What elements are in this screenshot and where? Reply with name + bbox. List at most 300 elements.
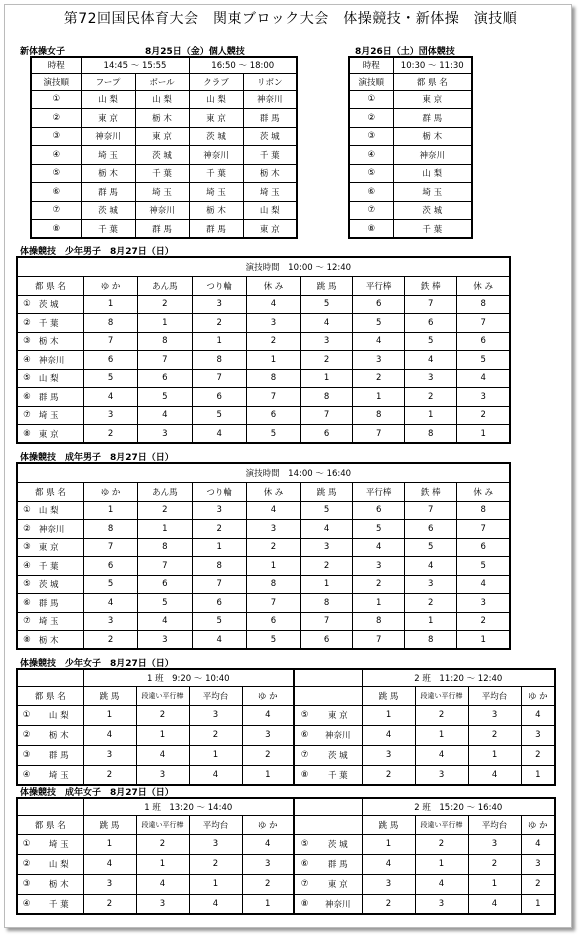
order-number: ⑦ [294, 874, 314, 894]
prefecture-cell: 神奈川 [36, 351, 84, 370]
rotation-cell: 4 [242, 705, 294, 725]
rotation-cell: 6 [353, 295, 405, 314]
rotation-cell: 8 [405, 425, 457, 444]
rotation-cell: 4 [192, 631, 246, 650]
rotation-cell: 3 [189, 705, 242, 725]
rotation-cell: 2 [353, 575, 405, 594]
adult-women-label: 体操競技 成年女子 8月27日（日） [20, 788, 174, 798]
table-row [17, 332, 510, 351]
rotation-cell: 5 [301, 501, 353, 520]
rotation-cell: 4 [353, 538, 405, 557]
rotation-cell: 8 [192, 557, 246, 576]
rotation-cell: 6 [83, 557, 137, 576]
rotation-cell: 1 [415, 854, 468, 874]
table-row [349, 146, 472, 165]
prefecture-cell: 栃 木 [35, 725, 83, 745]
prefecture-cell: 東 京 [314, 874, 362, 894]
rotation-cell: 7 [353, 631, 405, 650]
order-number: ③ [17, 745, 35, 765]
prefecture-cell: 群 馬 [36, 388, 84, 407]
rotation-cell: 2 [468, 854, 521, 874]
rotation-cell: 3 [136, 894, 189, 914]
prefecture-cell: 山 梨 [135, 90, 189, 109]
prefecture-cell: 東 京 [135, 127, 189, 146]
team-table [348, 56, 473, 239]
rotation-cell: 3 [457, 388, 510, 407]
rotation-cell: 1 [301, 369, 353, 388]
prefecture-cell: 東 京 [314, 705, 362, 725]
table-row [17, 388, 510, 407]
rotation-cell: 4 [521, 834, 555, 854]
rotation-cell: 4 [301, 520, 353, 539]
prefecture-cell: 山 梨 [36, 369, 84, 388]
order-number: ④ [349, 146, 393, 165]
apparatus-header: ゆ か [83, 482, 137, 501]
rotation-cell: 3 [242, 725, 294, 745]
rotation-cell: 1 [457, 425, 510, 444]
rotation-cell: 2 [521, 745, 555, 765]
rotation-cell: 6 [457, 538, 510, 557]
apparatus-header: 休 み [246, 276, 300, 295]
rotation-cell: 2 [136, 834, 189, 854]
prefecture-cell: 栃 木 [36, 332, 84, 351]
rotation-cell: 8 [353, 612, 405, 631]
rotation-cell: 3 [189, 834, 242, 854]
rotation-cell: 2 [189, 725, 242, 745]
table-row [17, 725, 555, 745]
order-number: ⑤ [17, 369, 36, 388]
apparatus-header: ゆ か [242, 686, 294, 705]
rotation-cell: 1 [468, 874, 521, 894]
rotation-cell: 3 [138, 425, 192, 444]
group-2-time: 2 班 11:20 〜 12:40 [362, 669, 555, 686]
prefecture-header-blank [294, 815, 362, 834]
table-row [17, 557, 510, 576]
table-row [17, 520, 510, 539]
apparatus-header: 休 み [246, 482, 300, 501]
order-number: ⑦ [17, 406, 36, 425]
rotation-cell: 4 [83, 388, 137, 407]
order-number: ⑥ [17, 388, 36, 407]
rotation-cell: 2 [362, 765, 415, 785]
apparatus-header: ゆ か [242, 815, 294, 834]
apparatus-header: クラブ [189, 73, 243, 90]
apparatus-header: つり輪 [192, 482, 246, 501]
rotation-cell: 1 [83, 834, 136, 854]
rotation-cell: 3 [136, 765, 189, 785]
prefecture-cell: 群 馬 [393, 109, 472, 128]
prefecture-cell: 神奈川 [393, 146, 472, 165]
blank-cell [17, 669, 83, 686]
order-number: ② [31, 109, 81, 128]
order-number: ⑥ [31, 183, 81, 202]
table-row [349, 109, 472, 128]
prefecture-cell: 埼 玉 [36, 406, 84, 425]
rotation-cell: 7 [246, 388, 300, 407]
rotation-cell: 6 [138, 369, 192, 388]
prefecture-cell: 埼 玉 [393, 183, 472, 202]
blank-cell [294, 798, 362, 815]
rotation-cell: 7 [192, 369, 246, 388]
rotation-cell: 7 [457, 314, 510, 333]
order-number: ① [17, 501, 36, 520]
prefecture-cell: 茨 城 [189, 127, 243, 146]
rotation-cell: 2 [189, 854, 242, 874]
order-number: ② [349, 109, 393, 128]
rotation-cell: 2 [301, 351, 353, 370]
rotation-cell: 7 [301, 406, 353, 425]
rotation-cell: 1 [362, 834, 415, 854]
order-number: ⑧ [17, 425, 36, 444]
prefecture-cell: 茨 城 [36, 295, 84, 314]
rotation-cell: 6 [457, 332, 510, 351]
rotation-cell: 7 [246, 594, 300, 613]
apparatus-header: 段違い平行棒 [415, 815, 468, 834]
table-row [31, 109, 297, 128]
prefecture-cell: 群 馬 [36, 594, 84, 613]
rotation-cell: 2 [415, 834, 468, 854]
rotation-cell: 3 [192, 501, 246, 520]
prefecture-cell: 茨 城 [314, 745, 362, 765]
apparatus-header: ゆ か [83, 276, 137, 295]
rotation-cell: 8 [138, 332, 192, 351]
rotation-cell: 4 [83, 854, 136, 874]
rotation-cell: 4 [457, 369, 510, 388]
order-number: ② [17, 314, 36, 333]
rotation-cell: 1 [405, 612, 457, 631]
rotation-cell: 7 [405, 295, 457, 314]
rotation-cell: 1 [189, 745, 242, 765]
individual-date: 8月25日（金）個人競技 [145, 47, 245, 57]
table-row [349, 73, 472, 90]
order-number: ② [17, 854, 35, 874]
rotation-cell: 3 [457, 594, 510, 613]
order-label-cell: 演技順 [349, 73, 393, 90]
order-number: ③ [349, 127, 393, 146]
rotation-cell: 2 [83, 631, 137, 650]
order-number: ⑥ [17, 594, 36, 613]
rotation-cell: 6 [83, 351, 137, 370]
rotation-cell: 3 [353, 351, 405, 370]
order-number: ⑤ [349, 164, 393, 183]
rotation-cell: 2 [242, 874, 294, 894]
apparatus-header: 段違い平行棒 [415, 686, 468, 705]
rotation-cell: 3 [242, 854, 294, 874]
rotation-cell: 4 [362, 854, 415, 874]
rotation-cell: 8 [83, 314, 137, 333]
rotation-cell: 7 [301, 612, 353, 631]
rotation-cell: 3 [192, 295, 246, 314]
order-number: ① [17, 834, 35, 854]
apparatus-header: 平均台 [189, 686, 242, 705]
table-row [31, 127, 297, 146]
table-row [31, 220, 297, 239]
rotation-cell: 4 [138, 612, 192, 631]
rotation-cell: 1 [242, 765, 294, 785]
rotation-cell: 1 [136, 854, 189, 874]
table-row [349, 127, 472, 146]
order-number: ⑧ [17, 631, 36, 650]
rotation-cell: 4 [242, 834, 294, 854]
prefecture-cell: 東 京 [36, 425, 84, 444]
prefecture-cell: 千 葉 [393, 220, 472, 239]
junior-women-label: 体操競技 少年女子 8月27日（日） [20, 659, 174, 669]
prefecture-cell: 神奈川 [135, 201, 189, 220]
rotation-cell: 1 [189, 874, 242, 894]
order-number: ③ [17, 332, 36, 351]
table-row [17, 594, 510, 613]
table-row [349, 220, 472, 239]
order-number: ⑤ [294, 834, 314, 854]
rotation-cell: 7 [353, 425, 405, 444]
prefecture-cell: 千 葉 [189, 164, 243, 183]
rotation-cell: 2 [246, 332, 300, 351]
rotation-cell: 4 [83, 594, 137, 613]
prefecture-cell: 千 葉 [36, 557, 84, 576]
table-row [31, 183, 297, 202]
rotation-cell: 1 [83, 501, 137, 520]
junior-men-table [16, 256, 511, 444]
prefecture-cell: 山 梨 [243, 201, 297, 220]
time-label-cell: 時程 [31, 57, 81, 73]
table-row [17, 351, 510, 370]
rotation-cell: 6 [405, 314, 457, 333]
prefecture-cell: 千 葉 [135, 164, 189, 183]
rotation-cell: 8 [192, 351, 246, 370]
apparatus-header: 鉄 棒 [405, 276, 457, 295]
apparatus-header: 跳 馬 [362, 815, 415, 834]
group-2-time: 2 班 15:20 〜 16:40 [362, 798, 555, 815]
rotation-cell: 7 [83, 538, 137, 557]
table-row [17, 815, 555, 834]
prefecture-cell: 栃 木 [135, 109, 189, 128]
rotation-cell: 3 [138, 631, 192, 650]
rotation-cell: 2 [138, 295, 192, 314]
rotation-cell: 6 [138, 575, 192, 594]
rotation-cell: 2 [405, 594, 457, 613]
rotation-cell: 5 [192, 612, 246, 631]
rotation-cell: 7 [405, 501, 457, 520]
rotation-cell: 4 [405, 557, 457, 576]
prefecture-cell: 埼 玉 [243, 183, 297, 202]
table-row [17, 834, 555, 854]
rotation-cell: 2 [192, 314, 246, 333]
order-number: ⑥ [294, 854, 314, 874]
order-number: ④ [17, 765, 35, 785]
rotation-cell: 3 [83, 406, 137, 425]
prefecture-cell: 千 葉 [81, 220, 135, 239]
order-number: ⑦ [294, 745, 314, 765]
apparatus-header: 休 み [457, 482, 510, 501]
table-row [349, 57, 472, 73]
rotation-cell: 4 [189, 765, 242, 785]
rotation-cell: 2 [83, 425, 137, 444]
table-row [17, 705, 555, 725]
rotation-cell: 4 [136, 874, 189, 894]
table-row [17, 575, 510, 594]
table-row [17, 276, 510, 295]
rotation-cell: 4 [83, 725, 136, 745]
rotation-cell: 3 [405, 575, 457, 594]
prefecture-header: 都 県 名 [17, 482, 83, 501]
order-number: ⑦ [31, 201, 81, 220]
blank-cell [405, 463, 510, 482]
prefecture-cell: 群 馬 [81, 183, 135, 202]
rotation-cell: 8 [301, 594, 353, 613]
rotation-cell: 6 [405, 520, 457, 539]
table-row [17, 854, 555, 874]
rotation-cell: 2 [136, 705, 189, 725]
rotation-cell: 7 [138, 557, 192, 576]
rotation-cell: 6 [192, 388, 246, 407]
order-number: ④ [17, 894, 35, 914]
apparatus-header: あん馬 [138, 276, 192, 295]
prefecture-cell: 東 京 [36, 538, 84, 557]
order-number: ⑤ [17, 575, 36, 594]
rotation-cell: 4 [468, 765, 521, 785]
rotation-cell: 4 [301, 314, 353, 333]
rotation-cell: 1 [136, 725, 189, 745]
prefecture-header: 都 県 名 [17, 815, 83, 834]
prefecture-cell: 山 梨 [35, 705, 83, 725]
blank-cell [17, 463, 192, 482]
order-number: ⑧ [294, 765, 314, 785]
apparatus-header: 平行棒 [353, 482, 405, 501]
apparatus-header: あん馬 [138, 482, 192, 501]
table-row [17, 406, 510, 425]
apparatus-header: 平均台 [468, 686, 521, 705]
prefecture-cell: 栃 木 [393, 127, 472, 146]
rotation-cell: 1 [415, 725, 468, 745]
prefecture-header-blank [294, 686, 362, 705]
order-number: ⑥ [294, 725, 314, 745]
rotation-cell: 1 [457, 631, 510, 650]
table-row [31, 57, 297, 73]
rotation-cell: 1 [521, 894, 555, 914]
rotation-cell: 8 [457, 295, 510, 314]
table-row [17, 612, 510, 631]
table-row [349, 164, 472, 183]
table-row [31, 201, 297, 220]
order-number: ⑧ [349, 220, 393, 239]
adult-men-label: 体操競技 成年男子 8月27日（日） [20, 453, 174, 463]
rotation-cell: 4 [136, 745, 189, 765]
prefecture-cell: 東 京 [189, 109, 243, 128]
rotation-cell: 5 [353, 520, 405, 539]
adult-women-table [16, 797, 556, 915]
time-slot: 10:30 〜 11:30 [393, 57, 472, 73]
apparatus-header: 平均台 [189, 815, 242, 834]
order-number: ① [31, 90, 81, 109]
prefecture-cell: 茨 城 [36, 575, 84, 594]
rotation-cell: 8 [246, 575, 300, 594]
order-number: ③ [17, 874, 35, 894]
prefecture-cell: 群 馬 [314, 854, 362, 874]
rotation-cell: 1 [192, 332, 246, 351]
table-row [17, 425, 510, 444]
blank-cell [294, 669, 362, 686]
rotation-cell: 2 [457, 406, 510, 425]
blank-cell [17, 257, 192, 276]
prefecture-cell: 千 葉 [35, 894, 83, 914]
rotation-cell: 2 [192, 520, 246, 539]
rotation-cell: 6 [192, 594, 246, 613]
rotation-cell: 5 [138, 594, 192, 613]
prefecture-header: 都 県 名 [393, 73, 472, 90]
rotation-cell: 5 [192, 406, 246, 425]
rotation-cell: 5 [457, 351, 510, 370]
rotation-cell: 2 [83, 894, 136, 914]
table-row [17, 538, 510, 557]
rotation-cell: 2 [353, 369, 405, 388]
rotation-cell: 2 [246, 538, 300, 557]
table-row [17, 798, 555, 815]
order-number: ⑤ [294, 705, 314, 725]
rotation-cell: 5 [246, 631, 300, 650]
time-slot-1: 14:45 〜 15:55 [81, 57, 189, 73]
rotation-cell: 4 [415, 745, 468, 765]
rotation-cell: 3 [246, 520, 300, 539]
rotation-cell: 5 [405, 538, 457, 557]
table-row [31, 146, 297, 165]
prefecture-cell: 茨 城 [393, 201, 472, 220]
apparatus-header: 跳 馬 [301, 482, 353, 501]
rotation-cell: 8 [301, 388, 353, 407]
table-row [17, 369, 510, 388]
rotation-cell: 6 [246, 612, 300, 631]
order-number: ① [17, 295, 36, 314]
rotation-cell: 3 [521, 854, 555, 874]
rotation-cell: 8 [138, 538, 192, 557]
group-1-time: 1 班 9:20 〜 10:40 [83, 669, 294, 686]
prefecture-cell: 埼 玉 [81, 146, 135, 165]
prefecture-cell: 埼 玉 [35, 834, 83, 854]
rotation-cell: 2 [83, 765, 136, 785]
prefecture-cell: 神奈川 [81, 127, 135, 146]
table-row [17, 894, 555, 914]
performance-time: 演技時間 10:00 〜 12:40 [192, 257, 405, 276]
rotation-cell: 7 [192, 575, 246, 594]
rotation-cell: 6 [301, 425, 353, 444]
prefecture-cell: 東 京 [81, 109, 135, 128]
rotation-cell: 3 [415, 765, 468, 785]
prefecture-cell: 山 梨 [393, 164, 472, 183]
rotation-cell: 7 [138, 351, 192, 370]
table-row [349, 90, 472, 109]
table-row [17, 295, 510, 314]
order-number: ④ [31, 146, 81, 165]
rotation-cell: 1 [83, 705, 136, 725]
table-row [17, 314, 510, 333]
team-date: 8月26日（土）団体競技 [355, 47, 455, 57]
rotation-cell: 2 [138, 501, 192, 520]
prefecture-cell: 神奈川 [314, 725, 362, 745]
rotation-cell: 7 [83, 332, 137, 351]
rotation-cell: 8 [457, 501, 510, 520]
apparatus-header: 跳 馬 [362, 686, 415, 705]
rotation-cell: 3 [468, 705, 521, 725]
prefecture-cell: 千 葉 [314, 765, 362, 785]
rotation-cell: 3 [362, 745, 415, 765]
rotation-cell: 3 [83, 745, 136, 765]
blank-cell [405, 257, 510, 276]
rotation-cell: 5 [246, 425, 300, 444]
rotation-cell: 5 [353, 314, 405, 333]
prefecture-cell: 山 梨 [81, 90, 135, 109]
rotation-cell: 7 [457, 520, 510, 539]
time-slot-2: 16:50 〜 18:00 [189, 57, 297, 73]
rotation-cell: 5 [83, 575, 137, 594]
